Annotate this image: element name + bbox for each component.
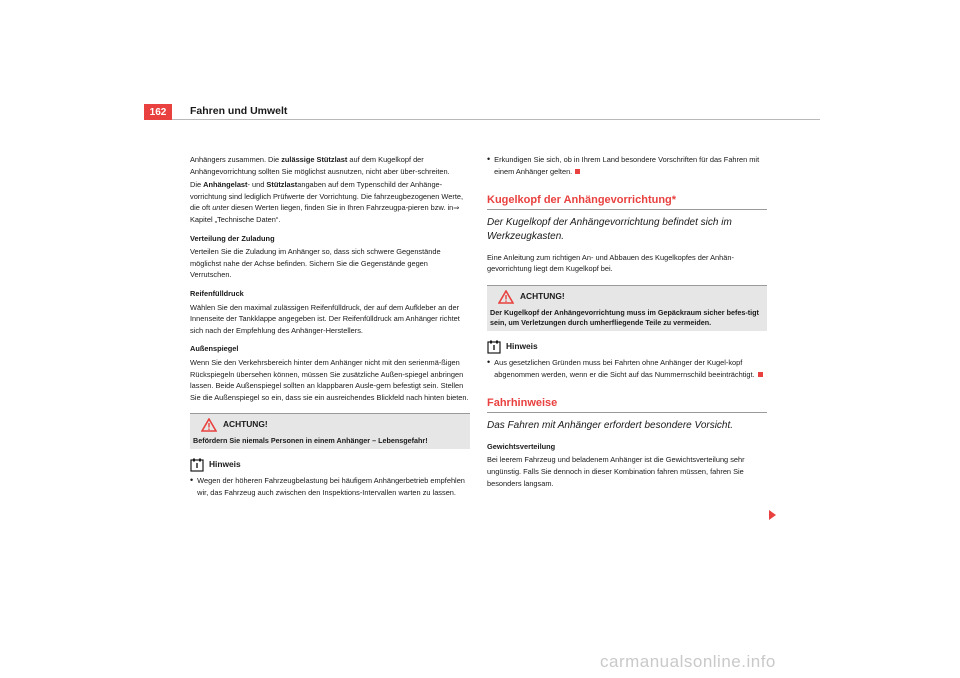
list-item: • Aus gesetzlichen Gründen muss bei Fahrten ohne Anhänger der Kugel-kopf abgenommen werden, wenn er die Sicht auf das Nummernschild beeinträchtigt.	[487, 357, 767, 380]
paragraph: Wenn Sie den Verkehrsbereich hinter dem Anhänger nicht mit den serienmä-ßigen Rückspiegeln übersehen können, müssen Sie zusätzliche Außen-spiegel anbringen lassen. Beide Außenspiegel sollten an klappbaren Ausle-gern befestigt sein. Stellen Sie die Außenspiegel so ein, dass sie ein ausreichendes Blickfeld nach hinten bieten.	[190, 357, 469, 402]
header-divider	[172, 119, 820, 120]
paragraph: Die Anhängelast- und Stützlastangaben auf dem Typenschild der Anhänge-vorrichtung sind lediglich Prüfwerte der Vorrichtung. Die fahrzeugbezogenen Werte, die oft unter diesen Werten liegen, finden Sie in Ihren Fahrzeugpa-pieren bzw. in⇒ Kapitel „Technische Daten“.	[190, 180, 464, 224]
paragraph: Verteilen Sie die Zuladung im Anhänger so, dass sich schwere Gegenstände möglichst nahe der Achse befinden. Sichern Sie die Gegenstände gegen Verrutschen.	[190, 247, 441, 280]
next-page-arrow-icon[interactable]	[769, 510, 776, 520]
paragraph: Eine Anleitung zum richtigen An- und Abbauen des Kugelkopfes der Anhän-gevorrichtung liegt dem Kugelkopf bei.	[487, 252, 734, 274]
paragraph: Bei leerem Fahrzeug und beladenem Anhänger ist die Gewichtsverteilung sehr ungünstig. Falls Sie dennoch in dieser Kombination fahren müssen, fahren Sie besonders langsam.	[487, 455, 745, 488]
note-title: Hinweis	[209, 459, 241, 470]
right-column	[487, 154, 767, 491]
warning-text: Befördern Sie niemals Personen in einem Anhänger – Lebensgefahr!	[193, 436, 428, 446]
bullet-icon: •	[190, 475, 194, 486]
bullet-icon: •	[487, 356, 491, 367]
end-of-section-icon	[758, 372, 763, 377]
subheading: Reifenfülldruck	[190, 288, 244, 298]
section-subtitle: Das Fahren mit Anhänger erfordert besondere Vorsicht.	[487, 419, 734, 431]
end-of-section-icon	[575, 169, 580, 174]
warning-triangle-icon	[201, 418, 217, 432]
subheading: Verteilung der Zuladung	[190, 233, 275, 243]
watermark: carmanualsonline.info	[600, 652, 776, 671]
note-header	[487, 340, 767, 354]
warning-box	[487, 285, 767, 331]
list-item: • Wegen der höheren Fahrzeugbelastung bei häufigem Anhängerbetrieb empfehlen wir, das Fahrzeug auch zwischen den Inspektions-Intervallen warten zu lassen.	[190, 475, 465, 497]
note-icon	[190, 458, 204, 472]
left-column	[190, 154, 470, 498]
page-header-title: Fahren und Umwelt	[190, 105, 288, 117]
subheading: Gewichtsverteilung	[487, 441, 556, 451]
warning-triangle-icon	[498, 290, 514, 304]
paragraph: Anhängers zusammen. Die zulässige Stützlast auf dem Kugelkopf der Anhängevorrichtung sollten Sie möglichst ausnutzen, nicht aber über-schreiten.	[190, 155, 450, 176]
page-number: 162	[144, 104, 172, 120]
list-item: • Erkundigen Sie sich, ob in Ihrem Land besondere Vorschriften für das Fahren mit einem Anhänger gelten.	[487, 154, 760, 176]
warning-title: ACHTUNG!	[520, 291, 565, 302]
warning-box	[190, 413, 470, 449]
bullet-icon: •	[487, 154, 491, 164]
note-icon	[487, 340, 501, 354]
paragraph: Wählen Sie den maximal zulässigen Reifenfülldruck, der auf dem Aufkleber an der Innenseite der Tankklappe angegeben ist. Der Reifenfülldruck am Anhänger richtet sich nach der Empfehlung des Anhänger-Herstellers.	[190, 302, 460, 335]
section-title: Fahrhinweise	[487, 398, 767, 413]
subheading: Außenspiegel	[190, 344, 239, 354]
note-title: Hinweis	[506, 341, 538, 352]
section-subtitle: Der Kugelkopf der Anhängevorrichtung befindet sich im Werkzeugkasten.	[487, 216, 732, 242]
note-header	[190, 458, 470, 472]
section-title: Kugelkopf der Anhängevorrichtung*	[487, 195, 767, 210]
warning-text: Der Kugelkopf der Anhängevorrichtung muss im Gepäckraum sicher befes-tigt sein, um Verletzungen durch umherfliegende Teile zu vermeiden.	[490, 307, 759, 327]
warning-title: ACHTUNG!	[223, 419, 268, 430]
